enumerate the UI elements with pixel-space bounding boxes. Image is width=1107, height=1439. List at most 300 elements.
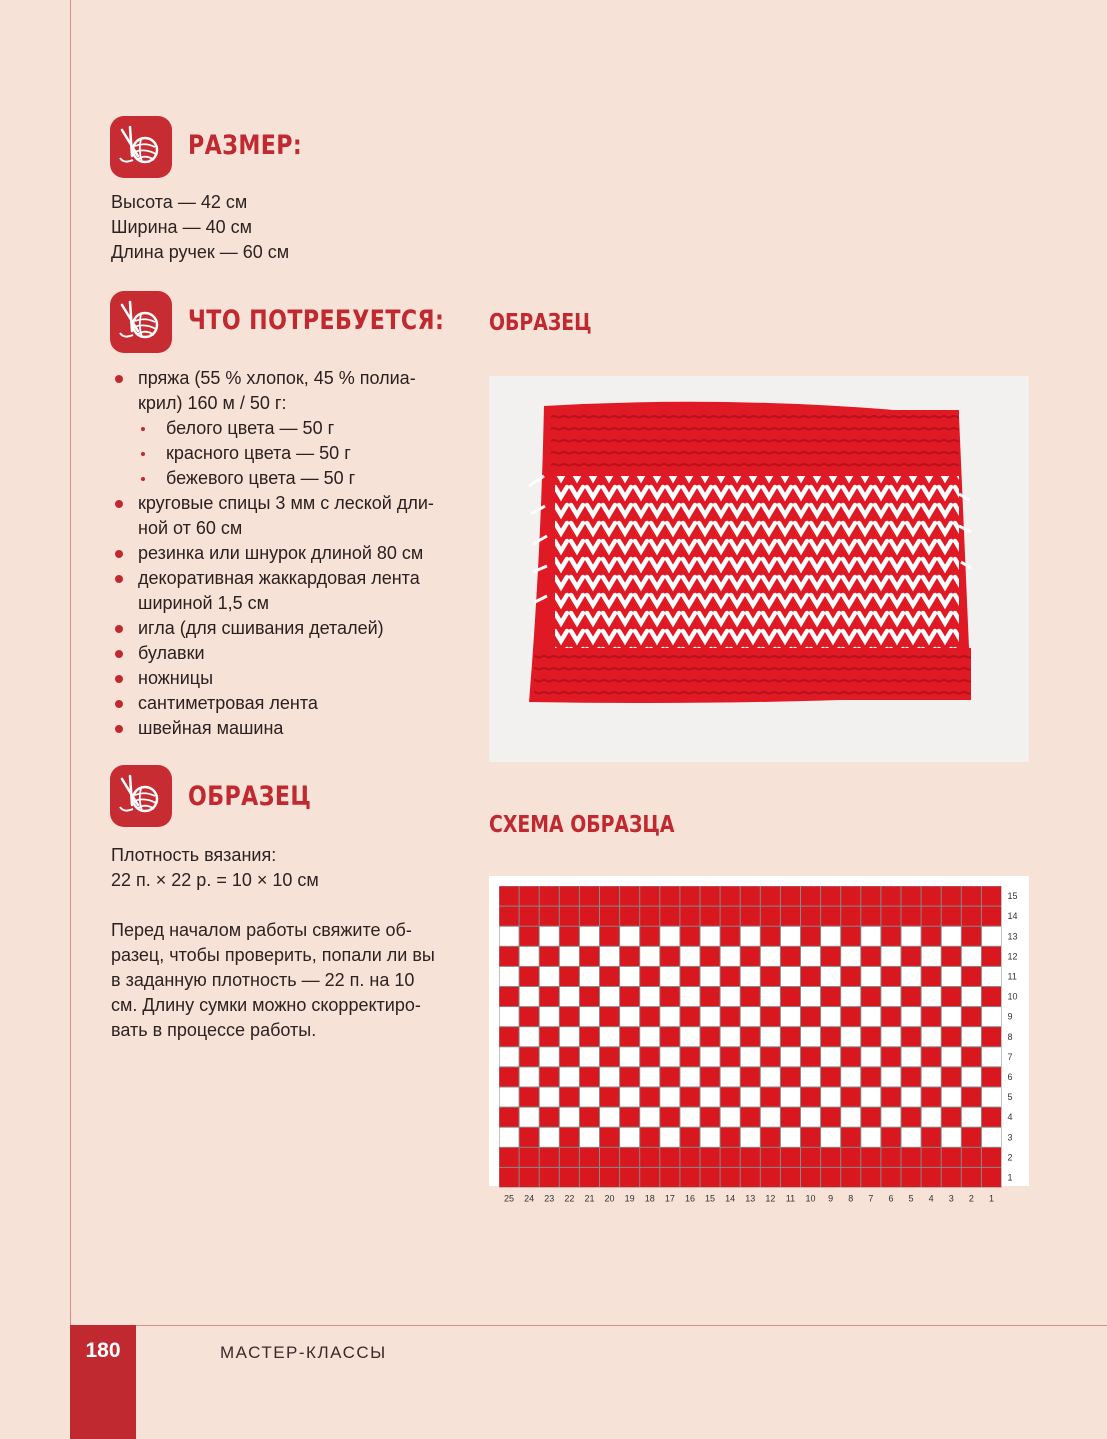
chart-cell <box>982 907 1001 926</box>
list-item: булавки <box>112 641 472 666</box>
chart-cell <box>902 887 921 906</box>
chart-cell <box>902 1088 921 1107</box>
chart-cell <box>821 1168 840 1187</box>
chart-cell <box>680 1088 699 1107</box>
chart-cell <box>841 967 860 986</box>
chart-cell <box>881 907 900 926</box>
chart-cell <box>620 947 639 966</box>
chart-cell <box>540 1047 559 1066</box>
chart-row-label: 8 <box>1007 1031 1013 1042</box>
chart-cell <box>922 1007 941 1026</box>
chart-cell <box>781 1007 800 1026</box>
chart-cell <box>580 887 599 906</box>
chart-cell <box>922 1027 941 1046</box>
chart-cell <box>781 1108 800 1127</box>
chart-cell <box>520 947 539 966</box>
chart-column-label: 20 <box>604 1193 615 1204</box>
chart-cell <box>600 1067 619 1086</box>
chart-cell <box>721 1047 740 1066</box>
chart-cell <box>942 1088 961 1107</box>
chart-cell <box>942 1128 961 1147</box>
chart-cell <box>721 1067 740 1086</box>
chart-cell <box>660 1148 679 1167</box>
chart-cell <box>942 1168 961 1187</box>
chart-cell <box>982 927 1001 946</box>
chart-cell <box>942 947 961 966</box>
chart-cell <box>801 887 820 906</box>
chart-cell <box>560 1088 579 1107</box>
chart-cell <box>701 967 720 986</box>
chart-cell <box>600 1027 619 1046</box>
size-height: Высота — 42 см <box>111 192 248 212</box>
chart-cell <box>540 1128 559 1147</box>
chart-cell <box>942 927 961 946</box>
chart-cell <box>741 1007 760 1026</box>
chart-cell <box>841 1088 860 1107</box>
chart-cell <box>620 907 639 926</box>
chart-cell <box>841 947 860 966</box>
chart-cell <box>520 987 539 1006</box>
chart-cell <box>861 1007 880 1026</box>
chart-cell <box>540 1067 559 1086</box>
sample-section-title: ОБРАЗЕЦ <box>188 781 312 812</box>
chart-cell <box>741 927 760 946</box>
chart-cell <box>680 947 699 966</box>
chart-cell <box>560 927 579 946</box>
chart-cell <box>600 1108 619 1127</box>
chart-cell <box>640 1007 659 1026</box>
chart-cell <box>761 1148 780 1167</box>
chart-cell <box>861 1067 880 1086</box>
chart-cell <box>660 1047 679 1066</box>
chart-cell <box>701 1007 720 1026</box>
chart-cell <box>801 1148 820 1167</box>
chart-cell <box>841 987 860 1006</box>
chart-cell <box>922 1108 941 1127</box>
chart-cell <box>841 887 860 906</box>
chart-cell <box>721 1088 740 1107</box>
chart-cell <box>801 927 820 946</box>
chart-cell <box>600 1128 619 1147</box>
chart-cell <box>881 1067 900 1086</box>
chart-cell <box>922 1067 941 1086</box>
chart-cell <box>902 927 921 946</box>
chart-cell <box>861 1088 880 1107</box>
chart-cell <box>600 1168 619 1187</box>
chart-cell <box>600 1047 619 1066</box>
chart-cell <box>500 1027 519 1046</box>
chart-cell <box>821 927 840 946</box>
chart-cell <box>660 1168 679 1187</box>
chart-cell <box>540 947 559 966</box>
chart-cell <box>620 1007 639 1026</box>
chart-cell <box>821 1148 840 1167</box>
chart-cell <box>741 1047 760 1066</box>
chart-cell <box>620 1148 639 1167</box>
density-block <box>111 843 319 893</box>
chart-cell <box>902 907 921 926</box>
chart-cell <box>781 987 800 1006</box>
chart-column-label: 23 <box>544 1193 555 1204</box>
chart-cell <box>962 1088 981 1107</box>
list-item: ножницы <box>112 666 472 691</box>
chart-cell <box>500 927 519 946</box>
chart-cell <box>982 887 1001 906</box>
chart-column-label: 25 <box>504 1193 515 1204</box>
chart-cell <box>801 1168 820 1187</box>
chart-cell <box>821 907 840 926</box>
chart-cell <box>741 947 760 966</box>
chart-cell <box>540 967 559 986</box>
chart-cell <box>841 1007 860 1026</box>
chart-cell <box>902 967 921 986</box>
chart-column-label: 15 <box>705 1193 716 1204</box>
chart-cell <box>580 1047 599 1066</box>
chart-cell <box>761 907 780 926</box>
chart-cell <box>781 1088 800 1107</box>
chart-cell <box>801 1027 820 1046</box>
chart-cell <box>560 1007 579 1026</box>
chart-cell <box>520 1168 539 1187</box>
chart-cell <box>560 947 579 966</box>
chart-cell <box>881 927 900 946</box>
chart-cell <box>761 1027 780 1046</box>
chart-cell <box>881 1088 900 1107</box>
chart-cell <box>580 1128 599 1147</box>
chart-cell <box>660 1007 679 1026</box>
chart-cell <box>962 887 981 906</box>
chart-cell <box>741 1128 760 1147</box>
yarn-ball-needles-icon <box>110 765 172 827</box>
chart-cell <box>741 1088 760 1107</box>
chart-cell <box>982 1148 1001 1167</box>
chart-column-label: 8 <box>848 1193 854 1204</box>
chart-cell <box>922 1168 941 1187</box>
chart-cell <box>540 1148 559 1167</box>
chart-cell <box>881 887 900 906</box>
density-value: 22 п. × 22 р. = 10 × 10 см <box>111 870 319 890</box>
size-width: Ширина — 40 см <box>111 217 252 237</box>
page-number: 180 <box>70 1325 136 1439</box>
chart-cell <box>680 987 699 1006</box>
chart-cell <box>761 1088 780 1107</box>
chart-cell <box>761 927 780 946</box>
chart-cell <box>801 1108 820 1127</box>
chart-cell <box>520 907 539 926</box>
chart-cell <box>922 907 941 926</box>
chart-cell <box>942 1148 961 1167</box>
chart-cell <box>861 927 880 946</box>
chart-cell <box>761 1007 780 1026</box>
chart-cell <box>761 947 780 966</box>
chart-cell <box>500 947 519 966</box>
chart-cell <box>580 1148 599 1167</box>
chart-cell <box>500 1007 519 1026</box>
chart-row-label: 9 <box>1007 1011 1013 1022</box>
chart-cell <box>620 1027 639 1046</box>
chart-cell <box>761 1128 780 1147</box>
chart-cell <box>781 1047 800 1066</box>
chart-cell <box>861 967 880 986</box>
chart-row-label: 5 <box>1007 1092 1013 1103</box>
chart-column-label: 18 <box>644 1193 655 1204</box>
chart-cell <box>500 967 519 986</box>
chart-cell <box>560 967 579 986</box>
chart-cell <box>600 987 619 1006</box>
chart-cell <box>701 1067 720 1086</box>
chart-cell <box>881 1027 900 1046</box>
chart-cell <box>861 987 880 1006</box>
list-item: швейная машина <box>112 716 472 741</box>
chart-cell <box>821 1027 840 1046</box>
chart-cell <box>761 1067 780 1086</box>
chart-cell <box>962 987 981 1006</box>
chart-column-label: 12 <box>765 1193 776 1204</box>
chart-column-label: 11 <box>785 1193 796 1204</box>
chart-cell <box>801 1007 820 1026</box>
chart-column-label: 17 <box>664 1193 675 1204</box>
chart-column-label: 2 <box>968 1193 974 1204</box>
list-item: резинка или шнурок длиной 80 см <box>112 541 472 566</box>
chart-cell <box>620 1067 639 1086</box>
chart-cell <box>962 1128 981 1147</box>
chart-cell <box>962 947 981 966</box>
chart-cell <box>982 967 1001 986</box>
chart-cell <box>580 1088 599 1107</box>
chart-cell <box>761 967 780 986</box>
chart-cell <box>600 967 619 986</box>
chart-cell <box>721 907 740 926</box>
chart-cell <box>600 1148 619 1167</box>
chart-cell <box>721 1168 740 1187</box>
chart-cell <box>540 1007 559 1026</box>
chart-cell <box>640 1168 659 1187</box>
list-item: декоративная жаккардовая лента шириной 1,5 см <box>112 566 472 616</box>
chart-cell <box>841 1108 860 1127</box>
chart-cell <box>821 967 840 986</box>
chart-cell <box>660 1067 679 1086</box>
chart-cell <box>701 987 720 1006</box>
chart-cell <box>942 967 961 986</box>
chart-cell <box>801 907 820 926</box>
chart-cell <box>680 1148 699 1167</box>
chart-cell <box>861 1148 880 1167</box>
chart-cell <box>962 907 981 926</box>
chart-cell <box>922 887 941 906</box>
chart-cell <box>821 1128 840 1147</box>
materials-list <box>112 366 472 741</box>
chart-column-label: 14 <box>725 1193 736 1204</box>
chart-cell <box>580 1027 599 1046</box>
knitted-swatch-photo <box>489 376 1029 762</box>
chart-cell <box>801 1128 820 1147</box>
chart-cell <box>902 1128 921 1147</box>
chart-row-label: 15 <box>1007 891 1018 902</box>
chart-column-label: 19 <box>624 1193 635 1204</box>
chart-cell <box>620 1108 639 1127</box>
chart-cell <box>922 1128 941 1147</box>
chart-cell <box>861 1047 880 1066</box>
chart-cell <box>640 1027 659 1046</box>
chart-cell <box>761 887 780 906</box>
pattern-chart <box>489 876 1029 1204</box>
chart-column-label: 4 <box>928 1193 934 1204</box>
chart-cell <box>620 927 639 946</box>
chart-cell <box>620 1047 639 1066</box>
chart-cell <box>701 1027 720 1046</box>
sample-note: Перед началом работы свяжите об- разец, чтобы проверить, попали ли вы в заданную плотность — 22 п. на 10 см. Длину сумки можно скорректиро- вать в процессе работы. <box>111 920 435 1040</box>
chart-cell <box>640 887 659 906</box>
chart-cell <box>881 1047 900 1066</box>
footer-line <box>70 1325 1107 1326</box>
chart-cell <box>640 1047 659 1066</box>
chart-cell <box>701 1148 720 1167</box>
chart-cell <box>640 1128 659 1147</box>
chart-cell <box>902 947 921 966</box>
chart-cell <box>902 1007 921 1026</box>
chart-cell <box>841 1148 860 1167</box>
chart-cell <box>922 1148 941 1167</box>
chart-cell <box>721 1148 740 1167</box>
chart-cell <box>660 967 679 986</box>
chart-column-label: 24 <box>524 1193 535 1204</box>
chart-cell <box>761 1168 780 1187</box>
chart-cell <box>861 887 880 906</box>
chart-cell <box>902 1067 921 1086</box>
chart-cell <box>640 967 659 986</box>
chart-cell <box>640 1088 659 1107</box>
chart-cell <box>962 1007 981 1026</box>
pattern-chart-panel <box>489 876 1029 1204</box>
chart-cell <box>821 1088 840 1107</box>
chart-cell <box>560 887 579 906</box>
chart-cell <box>600 1088 619 1107</box>
chart-cell <box>500 907 519 926</box>
chart-cell <box>580 1007 599 1026</box>
chart-cell <box>660 907 679 926</box>
chart-cell <box>680 927 699 946</box>
chart-cell <box>520 1108 539 1127</box>
chart-cell <box>801 1088 820 1107</box>
chart-cell <box>701 1047 720 1066</box>
chart-cell <box>821 947 840 966</box>
list-item: красного цвета — 50 г <box>138 441 472 466</box>
chart-cell <box>640 927 659 946</box>
chart-cell <box>841 1067 860 1086</box>
chart-cell <box>902 1108 921 1127</box>
chart-cell <box>982 947 1001 966</box>
chart-cell <box>841 907 860 926</box>
chart-cell <box>942 907 961 926</box>
chart-column-label: 9 <box>828 1193 834 1204</box>
chart-column-label: 16 <box>684 1193 695 1204</box>
chart-cell <box>761 1047 780 1066</box>
chart-cell <box>962 1148 981 1167</box>
chart-cell <box>701 1088 720 1107</box>
chart-cell <box>580 1067 599 1086</box>
chart-cell <box>620 967 639 986</box>
chart-cell <box>540 927 559 946</box>
chart-cell <box>982 1168 1001 1187</box>
chart-cell <box>680 1067 699 1086</box>
chart-cell <box>861 1168 880 1187</box>
chart-column-label: 3 <box>948 1193 954 1204</box>
photo-title: ОБРАЗЕЦ <box>489 310 592 336</box>
chart-cell <box>680 967 699 986</box>
chart-cell <box>520 1027 539 1046</box>
chart-cell <box>580 987 599 1006</box>
chart-cell <box>922 947 941 966</box>
chart-cell <box>982 1108 1001 1127</box>
materials-section-title: ЧТО ПОТРЕБУЕТСЯ: <box>188 305 445 336</box>
chart-cell <box>721 967 740 986</box>
chart-cell <box>701 1108 720 1127</box>
chart-cell <box>680 1007 699 1026</box>
chart-cell <box>620 1168 639 1187</box>
chart-cell <box>540 987 559 1006</box>
chart-cell <box>982 1047 1001 1066</box>
chart-cell <box>922 1088 941 1107</box>
chart-cell <box>680 887 699 906</box>
chart-column-label: 21 <box>584 1193 595 1204</box>
yarn-ball-needles-icon <box>110 116 172 178</box>
chart-cell <box>902 1047 921 1066</box>
chart-cell <box>520 1007 539 1026</box>
list-item: белого цвета — 50 г <box>138 416 472 441</box>
chart-cell <box>801 1067 820 1086</box>
chart-row-label: 3 <box>1007 1132 1013 1143</box>
chart-cell <box>520 1128 539 1147</box>
chart-cell <box>580 927 599 946</box>
chart-row-label: 10 <box>1007 991 1018 1002</box>
chart-cell <box>500 1108 519 1127</box>
chart-cell <box>660 1128 679 1147</box>
chart-cell <box>500 1168 519 1187</box>
chart-cell <box>781 1027 800 1046</box>
chart-row-label: 2 <box>1007 1152 1013 1163</box>
chart-cell <box>781 947 800 966</box>
chart-cell <box>660 947 679 966</box>
size-list <box>111 190 289 265</box>
chart-cell <box>580 947 599 966</box>
chart-row-label: 13 <box>1007 931 1018 942</box>
chart-cell <box>821 1108 840 1127</box>
chart-cell <box>962 1047 981 1066</box>
chart-cell <box>680 1047 699 1066</box>
chart-cell <box>881 987 900 1006</box>
yarn-color-list <box>138 416 472 491</box>
chart-cell <box>500 1088 519 1107</box>
chart-cell <box>741 1148 760 1167</box>
chart-column-label: 13 <box>745 1193 756 1204</box>
chart-cell <box>600 1007 619 1026</box>
chart-cell <box>721 1027 740 1046</box>
chart-row-label: 4 <box>1007 1112 1013 1123</box>
chart-cell <box>861 1027 880 1046</box>
chart-cell <box>721 927 740 946</box>
chart-cell <box>982 1027 1001 1046</box>
chart-cell <box>721 1128 740 1147</box>
chart-cell <box>902 1148 921 1167</box>
chart-cell <box>520 1088 539 1107</box>
chart-column-label: 7 <box>868 1193 874 1204</box>
chart-cell <box>741 1168 760 1187</box>
chart-cell <box>580 1168 599 1187</box>
chart-cell <box>741 887 760 906</box>
chart-cell <box>881 967 900 986</box>
chart-cell <box>821 1047 840 1066</box>
density-label: Плотность вязания: <box>111 845 277 865</box>
